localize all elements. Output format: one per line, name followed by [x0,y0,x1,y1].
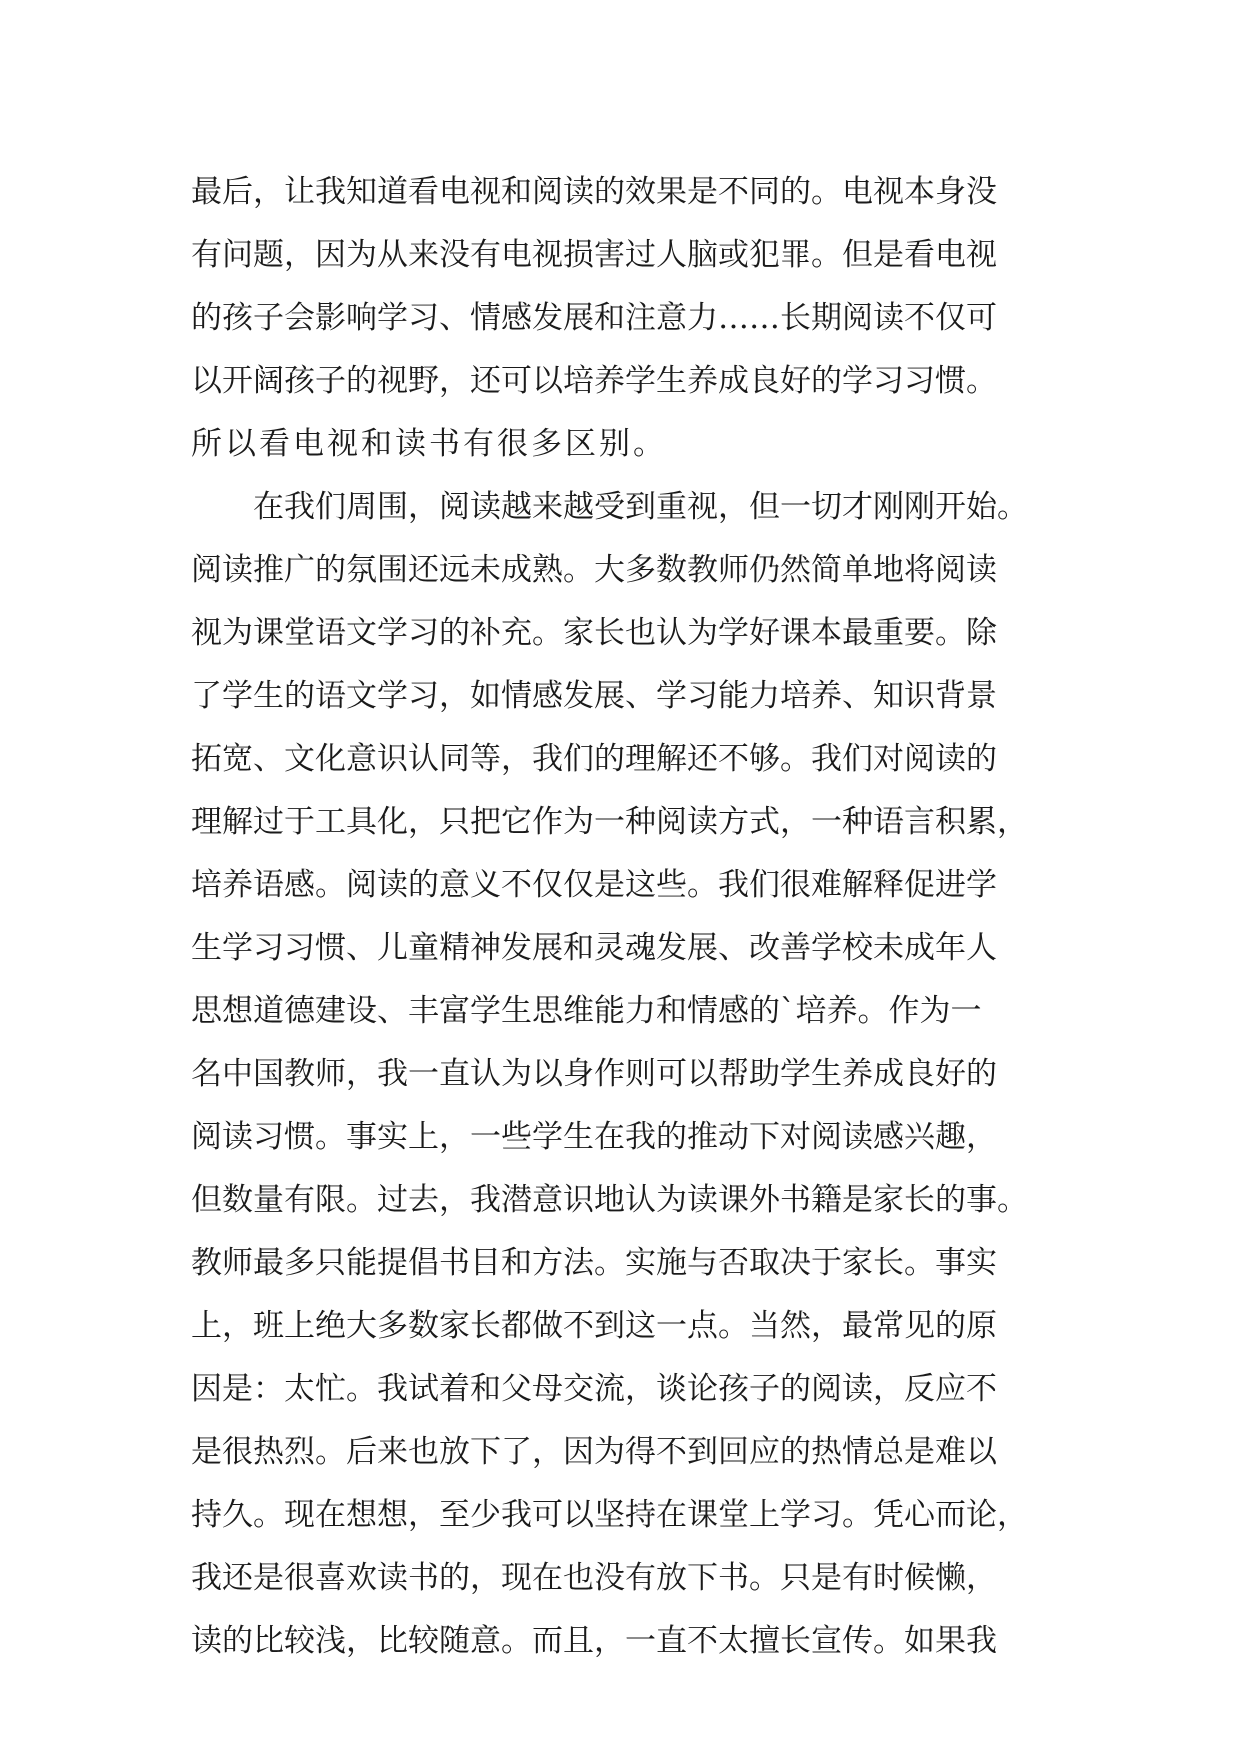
text-line: 培养语感。阅读的意义不仅仅是这些。我们很难解释促进学 [191,867,997,903]
text-line: 因是：太忙。我试着和父母交流，谈论孩子的阅读，反应不 [191,1371,997,1407]
text-line: 教师最多只能提倡书目和方法。实施与否取决于家长。事实 [191,1245,997,1281]
text-line: 思想道德建设、丰富学生思维能力和情感的`培养。作为一 [191,993,982,1029]
text-line: 持久。现在想想，至少我可以坚持在课堂上学习。凭心而论， [191,1497,1028,1533]
document-body [191,161,1051,1673]
text-line: 上，班上绝大多数家长都做不到这一点。当然，最常见的原 [191,1308,997,1344]
text-line: 了学生的语文学习，如情感发展、学习能力培养、知识背景 [191,678,997,714]
text-line: 理解过于工具化，只把它作为一种阅读方式，一种语言积累， [191,804,1028,840]
text-line: 以开阔孩子的视野，还可以培养学生养成良好的学习习惯。 [191,363,997,399]
text-line: 最后，让我知道看电视和阅读的效果是不同的。电视本身没 [191,174,997,210]
text-line: 是很热烈。后来也放下了，因为得不到回应的热情总是难以 [191,1434,997,1470]
paragraph-2 [191,476,1051,1673]
text-line: 视为课堂语文学习的补充。家长也认为学好课本最重要。除 [191,615,997,651]
text-line: 在我们周围，阅读越来越受到重视，但一切才刚刚开始。 [191,489,1028,525]
paragraph-1 [191,161,1051,476]
text-line: 名中国教师，我一直认为以身作则可以帮助学生养成良好的 [191,1056,997,1092]
text-line: 阅读推广的氛围还远未成熟。大多数教师仍然简单地将阅读 [191,552,997,588]
text-line: 所以看电视和读书有很多区别。 [191,426,667,462]
text-line: 我还是很喜欢读书的，现在也没有放下书。只是有时候懒， [191,1560,997,1596]
text-line: 的孩子会影响学习、情感发展和注意力……长期阅读不仅可 [191,300,997,336]
text-line: 阅读习惯。事实上，一些学生在我的推动下对阅读感兴趣， [191,1119,997,1155]
text-line: 读的比较浅，比较随意。而且，一直不太擅长宣传。如果我 [191,1623,997,1659]
text-line: 但数量有限。过去，我潜意识地认为读课外书籍是家长的事。 [191,1182,1028,1218]
text-line: 有问题，因为从来没有电视损害过人脑或犯罪。但是看电视 [191,237,997,273]
text-line: 生学习习惯、儿童精神发展和灵魂发展、改善学校未成年人 [191,930,997,966]
text-line: 拓宽、文化意识认同等，我们的理解还不够。我们对阅读的 [191,741,997,777]
